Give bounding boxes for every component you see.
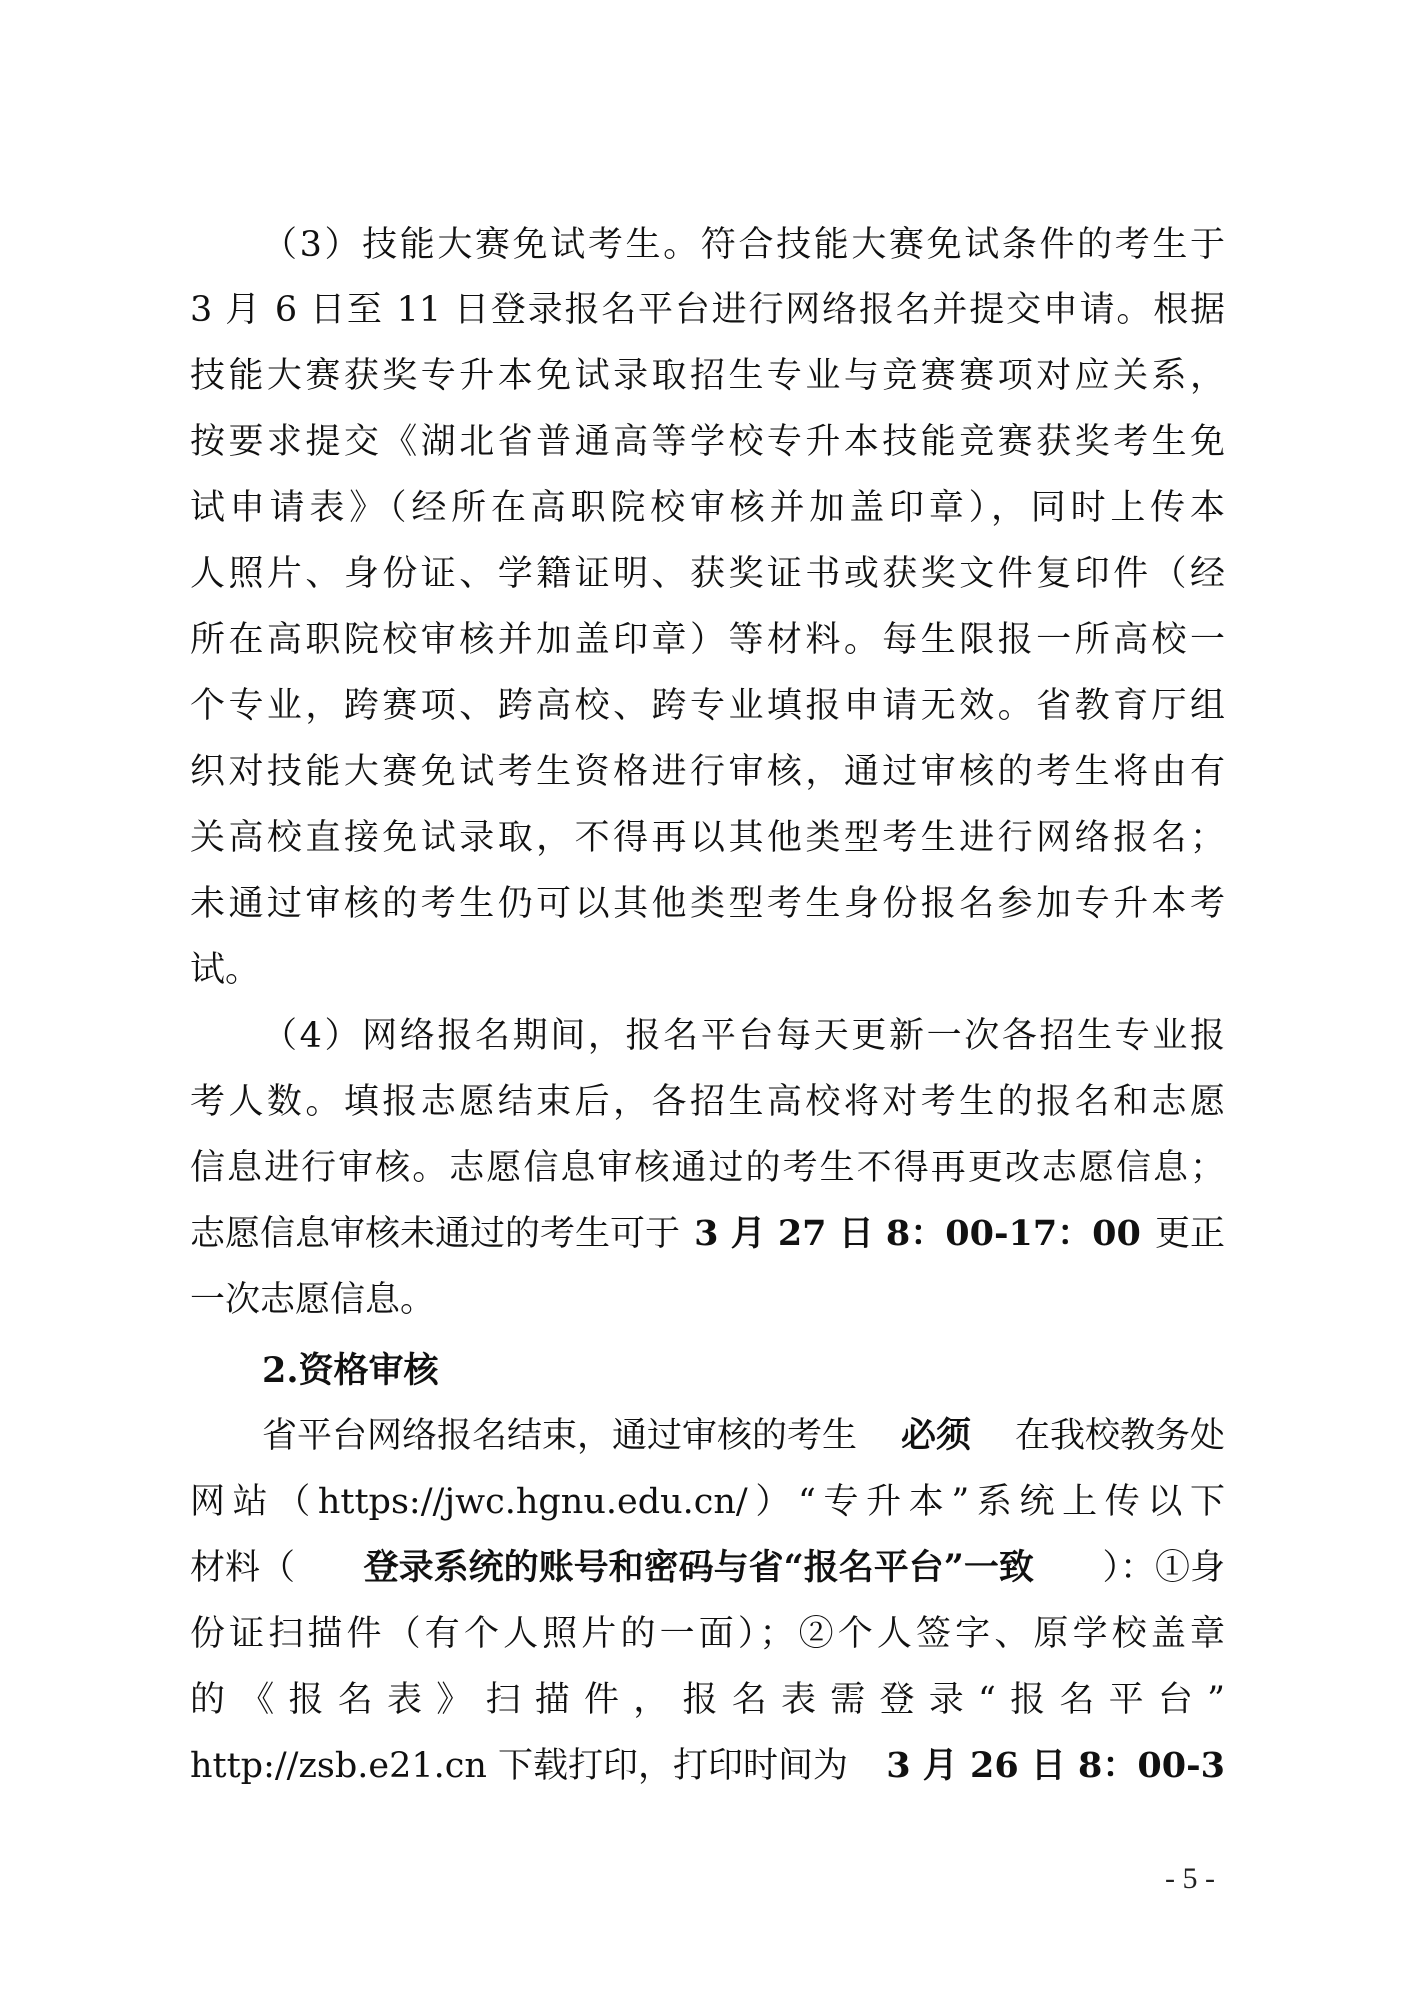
para3-line-6: 人照片、身份证、学籍证明、获奖证书或获奖文件复印件（经 — [190, 554, 1225, 594]
para3-line-5: 试申请表》（经所在高职院校审核并加盖印章），同时上传本 — [190, 488, 1225, 528]
para4-line-1: （4）网络报名期间，报名平台每天更新一次各招生专业报 — [262, 1016, 1225, 1056]
para3-line-11: 未通过审核的考生仍可以其他类型考生身份报名参加专升本考 — [190, 884, 1225, 924]
para3-line-1: （3）技能大赛免试考生。符合技能大赛免试条件的考生于 — [262, 225, 1225, 265]
para5-login-note: 登录系统的账号和密码与省“报名平台”一致 — [363, 1547, 1034, 1588]
para5-line-3 — [190, 1535, 1225, 1601]
para3-line-8: 个专业，跨赛项、跨高校、跨专业填报申请无效。省教育厅组 — [190, 686, 1225, 726]
para5-line-4: 份证扫描件（有个人照片的一面）；②个人签字、原学校盖章 — [190, 1614, 1225, 1654]
para5-must-emphasis: 必须 — [900, 1415, 971, 1456]
para3-line-12: 试。 — [190, 950, 261, 990]
para5-line-1-text: 省平台网络报名结束，通过审核的考生 — [262, 1416, 858, 1456]
para5-line-1 — [262, 1403, 1225, 1469]
para4-line-4 — [190, 1201, 1225, 1267]
para4-line-2: 考人数。填报志愿结束后，各招生高校将对考生的报名和志愿 — [190, 1082, 1225, 1122]
para3-line-2: 3 月 6 日至 11 日登录报名平台进行网络报名并提交申请。根据 — [190, 290, 1225, 330]
para5-print-time: 3 月 26 日 8：00-3 — [886, 1745, 1225, 1786]
para5-line-5: 的《报名表》扫描件，报名表需登录“报名平台” — [190, 1680, 1225, 1720]
para5-line-2: 网站（https://jwc.hgnu.edu.cn/）“专升本”系统上传以下 — [190, 1482, 1225, 1522]
para4-line-3: 信息进行审核。志愿信息审核通过的考生不得再更改志愿信息； — [190, 1148, 1225, 1188]
para3-line-7: 所在高职院校审核并加盖印章）等材料。每生限报一所高校一 — [190, 620, 1225, 660]
para5-line-6-text: http://zsb.e21.cn 下载打印，打印时间为 — [190, 1746, 849, 1786]
para4-line-4-text: 志愿信息审核未通过的考生可于 — [190, 1214, 681, 1254]
para3-line-10: 关高校直接免试录取，不得再以其他类型考生进行网络报名； — [190, 818, 1225, 858]
para4-correction-time: 3 月 27 日 8：00-17：00 — [694, 1213, 1141, 1254]
para5-line-3-tail: ）：①身 — [1102, 1548, 1225, 1588]
para4-line-4-tail: 更正 — [1154, 1214, 1225, 1254]
section-heading: 2.资格审核 — [262, 1350, 439, 1391]
para5-line-6 — [190, 1733, 1225, 1799]
para5-line-3-text: 材料（ — [190, 1548, 296, 1588]
para5-line-1-tail: 在我校教务处 — [1014, 1416, 1225, 1456]
page-number: - 5 - — [1165, 1862, 1215, 1895]
para3-line-3: 技能大赛获奖专升本免试录取招生专业与竞赛赛项对应关系， — [190, 356, 1225, 396]
para3-line-9: 织对技能大赛免试考生资格进行审核，通过审核的考生将由有 — [190, 752, 1225, 792]
para3-line-4: 按要求提交《湖北省普通高等学校专升本技能竞赛获奖考生免 — [190, 422, 1225, 462]
para4-line-5: 一次志愿信息。 — [190, 1280, 436, 1320]
